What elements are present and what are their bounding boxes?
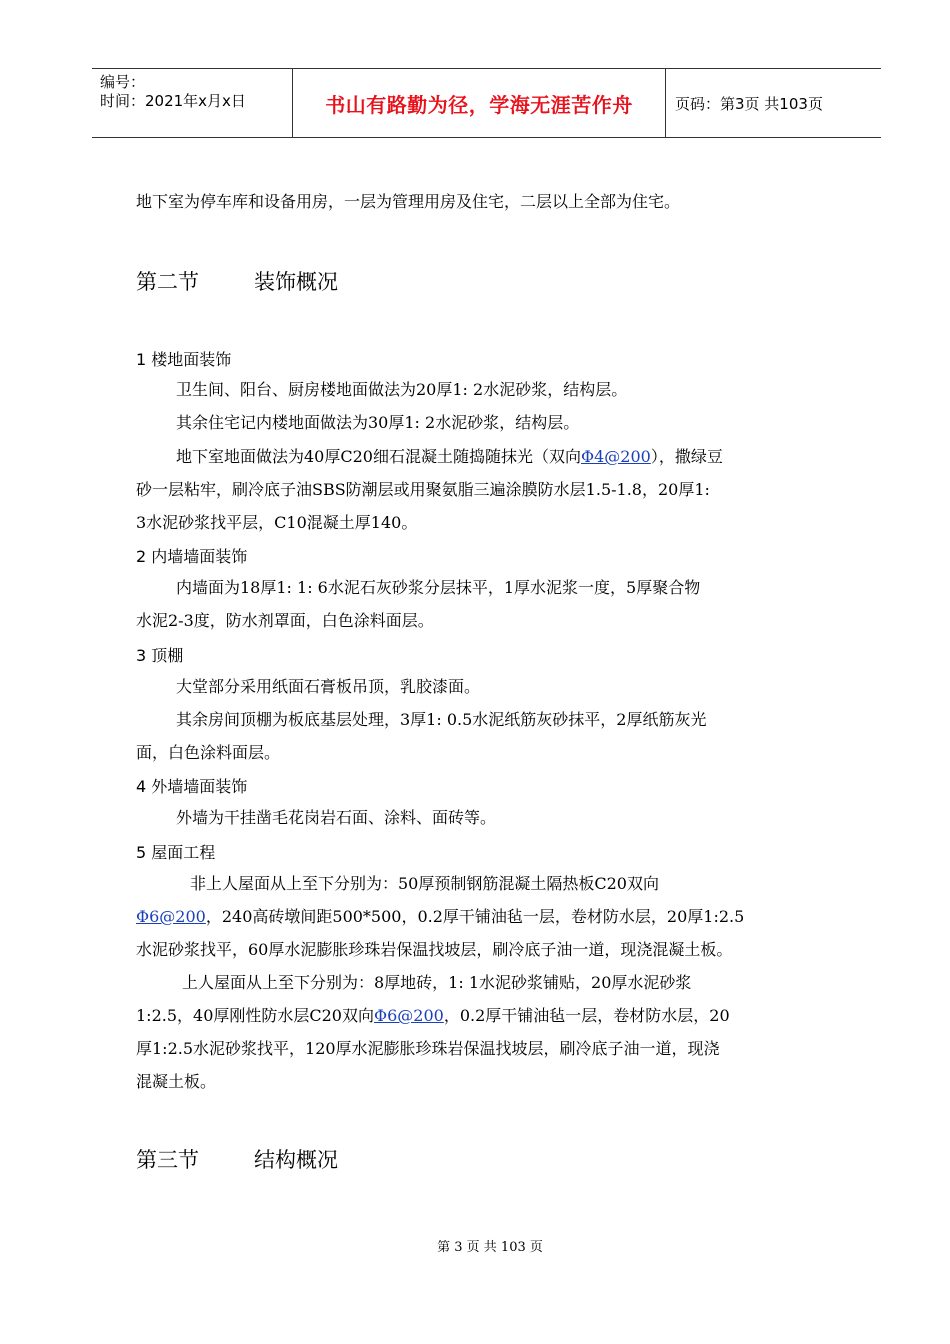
paragraph: 厚1:2.5水泥砂浆找平，120厚水泥膨胀珍珠岩保温找坡层，刷冷底子油一道，现浇 [136, 1039, 720, 1058]
paragraph: 面，白色涂料面层。 [136, 743, 281, 762]
page-header [92, 68, 881, 138]
time-label: 时间：2021年x月x日 [100, 92, 246, 110]
paragraph [136, 906, 840, 928]
header-page-info: 页码：第3页 共103页 [675, 94, 823, 113]
subsection-title: 2 内墙墙面装饰 [136, 547, 248, 566]
header-motto: 书山有路勤为径，学海无涯苦作舟 [292, 69, 666, 137]
subsection-title: 3 顶棚 [136, 646, 184, 665]
subsection-title: 1 楼地面装饰 [136, 350, 232, 369]
subsection-title: 5 屋面工程 [136, 843, 216, 862]
page-footer: 第 3 页 共 103 页 [437, 1240, 543, 1255]
paragraph: 卫生间、阳台、厨房楼地面做法为20厚1: 2水泥砂浆，结构层。 [176, 380, 628, 399]
section-heading [136, 266, 338, 296]
paragraph-text: 1:2.5，40厚刚性防水层C20双向 [136, 1006, 374, 1025]
header-meta [92, 69, 292, 137]
paragraph: 水泥2-3度，防水剂罩面，白色涂料面层。 [136, 611, 434, 630]
paragraph-text: ，0.2厚干铺油毡一层，卷材防水层，20 [443, 1006, 730, 1025]
paragraph: 其余房间顶棚为板底基层处理，3厚1: 0.5水泥纸筋灰砂抹平，2厚纸筋灰光 [176, 710, 707, 729]
number-label: 编号： [100, 73, 146, 91]
subsection-title: 4 外墙墙面装饰 [136, 777, 248, 796]
paragraph: 大堂部分采用纸面石膏板吊顶，乳胶漆面。 [176, 677, 481, 696]
paragraph: 3水泥砂浆找平层，C10混凝土厚140。 [136, 513, 418, 532]
rebar-link[interactable]: Φ6@200 [136, 907, 206, 926]
paragraph [136, 1005, 840, 1027]
rebar-link[interactable]: Φ6@200 [373, 1006, 444, 1025]
section-number: 第三节 [136, 1148, 199, 1172]
paragraph: 混凝土板。 [136, 1072, 217, 1091]
paragraph-text: 地下室地面做法为40厚C20细石混凝土随捣随抹光（双向 [176, 447, 581, 466]
paragraph [136, 446, 840, 468]
paragraph: 上人屋面从上至下分别为：8厚地砖，1: 1水泥砂浆铺贴，20厚水泥砂浆 [182, 973, 692, 992]
paragraph: 外墙为干挂凿毛花岗岩石面、涂料、面砖等。 [176, 808, 497, 827]
section-number: 第二节 [136, 270, 199, 294]
section-title: 装饰概况 [254, 270, 338, 294]
paragraph: 其余住宅记内楼地面做法为30厚1: 2水泥砂浆，结构层。 [176, 413, 580, 432]
paragraph-text: ），撒绿豆 [650, 447, 723, 466]
rebar-link[interactable]: Φ4@200 [580, 447, 651, 466]
section-heading [136, 1144, 338, 1174]
paragraph: 非上人屋面从上至下分别为：50厚预制钢筋混凝土隔热板C20双向 [190, 874, 659, 893]
paragraph: 砂一层粘牢，刷冷底子油SBS防潮层或用聚氨脂三遍涂膜防水层1.5-1.8，20厚1: [136, 480, 710, 499]
paragraph: 水泥砂浆找平，60厚水泥膨胀珍珠岩保温找坡层，刷冷底子油一道，现浇混凝土板。 [136, 940, 733, 959]
section-title: 结构概况 [254, 1148, 338, 1172]
paragraph-text: ，240高砖墩间距500*500，0.2厚干铺油毡一层，卷材防水层，20厚1:2.5 [205, 907, 745, 926]
intro-paragraph: 地下室为停车库和设备用房，一层为管理用房及住宅，二层以上全部为住宅。 [136, 192, 681, 211]
paragraph: 内墙面为18厚1: 1: 6水泥石灰砂浆分层抹平，1厚水泥浆一度，5厚聚合物 [176, 578, 701, 597]
